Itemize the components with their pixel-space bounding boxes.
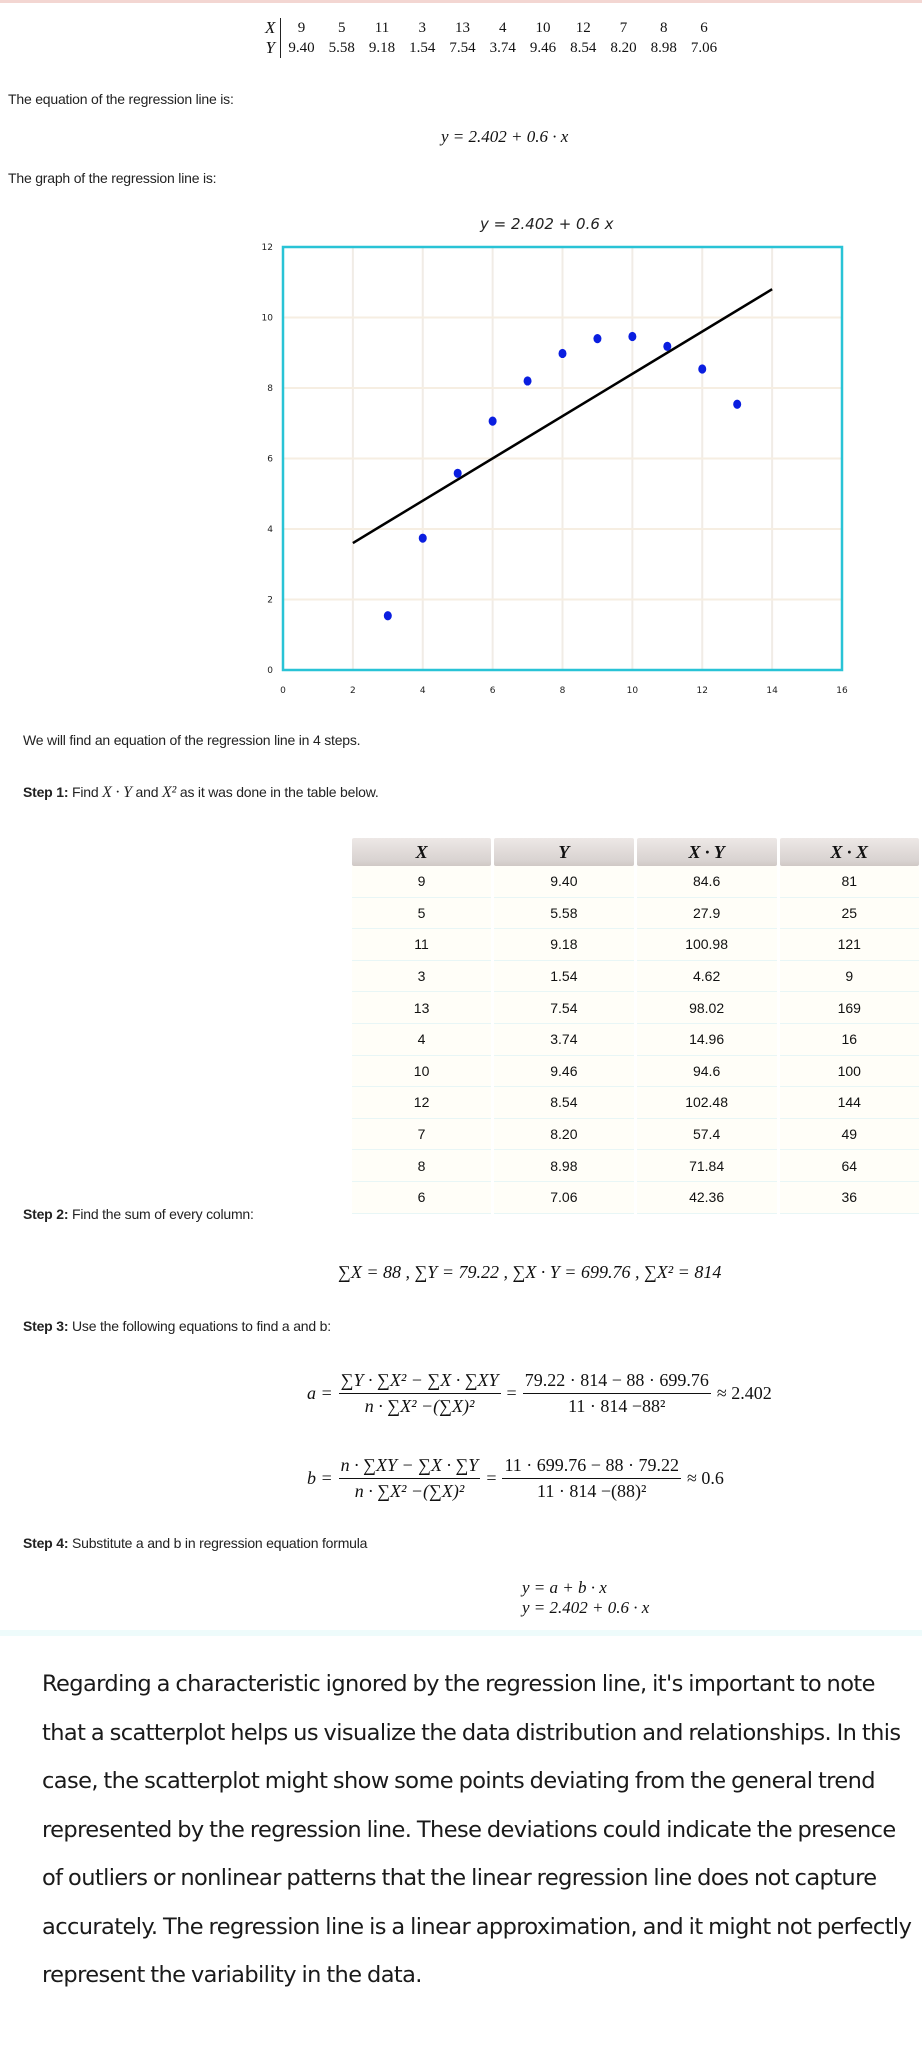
table-cell: 10 <box>352 1056 491 1088</box>
step4-instruction: Substitute a and b in regression equation formula <box>71 1535 368 1551</box>
equals-sign: = <box>506 1383 517 1403</box>
y-tick-label: 0 <box>267 666 273 676</box>
table-row <box>352 961 919 993</box>
x-tick-label: 2 <box>350 686 356 696</box>
step1-math-x2: X² <box>161 784 177 801</box>
table-cell: 9.18 <box>494 929 633 961</box>
data-point <box>489 417 497 426</box>
y-tick-label: 4 <box>267 525 273 535</box>
formula-b-values-denominator: 11 · 814 −(88)² <box>537 1481 647 1501</box>
scatter-chart <box>0 0 922 720</box>
y-tick-label: 12 <box>261 243 273 253</box>
formula-b <box>307 1455 724 1502</box>
table-cell: 57.4 <box>637 1119 777 1151</box>
table-cell: 49 <box>780 1119 919 1151</box>
y-value: 9.18 <box>368 40 396 56</box>
y-value: 1.54 <box>409 40 436 56</box>
formula-b-denominator: n · ∑X² −(∑X)² <box>354 1481 465 1501</box>
table-cell: 25 <box>780 898 919 930</box>
answer-paragraph: Regarding a characteristic ignored by the regression line, it's important to note that a scatterplot helps us visualize the data distribution and relationships. In this case, the scatterplot might show some points deviating from the general trend represented by the regression line. These deviations could indicate the presence of outliers or nonlinear patterns that the linear regression line does not capture accurately. The regression line is a linear approximation, and it might not perfectly represent the variability in the data. <box>42 1671 912 1988</box>
table-cell: 94.6 <box>637 1056 777 1088</box>
x-tick-label: 4 <box>419 686 426 696</box>
formula-b-fraction <box>339 1455 481 1502</box>
y-value: 8.54 <box>570 40 597 56</box>
step1-text-mid: and <box>135 784 159 800</box>
table-row <box>352 866 919 898</box>
table-cell: 42.36 <box>637 1182 777 1214</box>
formula-b-values-fraction <box>502 1455 680 1502</box>
table-cell: 14.96 <box>637 1024 777 1056</box>
data-point <box>733 400 741 409</box>
table-cell: 169 <box>780 992 919 1024</box>
x-tick-label: 16 <box>836 686 848 696</box>
x-tick-label: 10 <box>626 686 639 696</box>
table-row <box>352 898 919 930</box>
data-point <box>559 349 567 358</box>
data-point <box>419 534 427 543</box>
step2-text <box>23 1206 254 1222</box>
data-point <box>454 469 462 478</box>
x-value: 11 <box>374 20 390 36</box>
step2-instruction: Find the sum of every column: <box>71 1206 254 1222</box>
table-cell: 3.74 <box>494 1024 633 1056</box>
table-cell: 9.46 <box>494 1056 633 1088</box>
table-cell: 7.54 <box>494 992 633 1024</box>
section-divider <box>0 1630 922 1636</box>
table-cell: 8.98 <box>494 1150 633 1182</box>
formula-b-result: ≈ 0.6 <box>686 1468 724 1488</box>
table-cell: 8.20 <box>494 1119 633 1151</box>
y-value: 9.46 <box>529 40 557 56</box>
table-cell: 144 <box>780 1087 919 1119</box>
table-cell: 5 <box>352 898 491 930</box>
table-cell: 7.06 <box>494 1182 633 1214</box>
table-cell: 100.98 <box>637 929 777 961</box>
table-cell: 6 <box>352 1182 491 1214</box>
table-row <box>352 929 919 961</box>
table-cell: 12 <box>352 1087 491 1119</box>
table-row <box>352 1150 919 1182</box>
step1-label: Step 1: <box>23 784 69 800</box>
step3-label: Step 3: <box>23 1318 69 1334</box>
x-value: 4 <box>499 20 507 36</box>
table-cell: 27.9 <box>637 898 777 930</box>
step2-label: Step 2: <box>23 1206 69 1222</box>
y-row-label: Y <box>258 38 281 58</box>
formula-a-values-denominator: 11 · 814 −88² <box>568 1396 666 1416</box>
formula-a-fraction <box>339 1370 501 1417</box>
x-value: 12 <box>575 20 591 36</box>
step1-text <box>23 784 379 802</box>
formula-a-lhs: a = <box>307 1383 333 1403</box>
table-row <box>352 992 919 1024</box>
step3-text <box>23 1318 331 1334</box>
table-row <box>352 1119 919 1151</box>
table-cell: 7 <box>352 1119 491 1151</box>
table-row <box>352 1182 919 1214</box>
table-cell: 71.84 <box>637 1150 777 1182</box>
table-header-row <box>352 838 919 866</box>
formula-a-numerator: ∑Y · ∑X² − ∑X · ∑XY <box>339 1370 501 1394</box>
step3-instruction: Use the following equations to find a and b: <box>71 1318 331 1334</box>
table-cell: 81 <box>780 866 919 898</box>
x-value: 9 <box>297 20 306 36</box>
formula-a-values-fraction <box>523 1370 711 1417</box>
x-value: 5 <box>338 20 346 36</box>
equals-sign: = <box>486 1468 497 1488</box>
table-cell: 3 <box>352 961 491 993</box>
step4-text <box>23 1535 367 1551</box>
data-point <box>698 364 706 373</box>
regression-equation: y = 2.402 + 0.6 · x <box>441 127 569 146</box>
final-equation-general: y = a + b · x <box>522 1578 607 1597</box>
data-point <box>524 376 532 385</box>
x-value: 6 <box>700 20 708 36</box>
x-value: 7 <box>619 20 628 36</box>
formula-a-values-numerator: 79.22 · 814 − 88 · 699.76 <box>523 1370 711 1394</box>
table-cell: 98.02 <box>637 992 777 1024</box>
formula-a <box>307 1370 772 1417</box>
formula-b-lhs: b = <box>307 1468 333 1488</box>
formula-a-result: ≈ 2.402 <box>716 1383 772 1403</box>
table-cell: 9 <box>352 866 491 898</box>
table-cell: 13 <box>352 992 491 1024</box>
step1-text-before: Find <box>71 784 99 800</box>
x-value: 13 <box>455 20 471 36</box>
y-value: 8.20 <box>610 40 637 56</box>
x-value: 8 <box>660 20 668 36</box>
table-cell: 64 <box>780 1150 919 1182</box>
table-cell: 84.6 <box>637 866 777 898</box>
y-value: 5.58 <box>328 40 355 56</box>
header-xy: X · Y <box>637 838 777 866</box>
table-cell: 9.40 <box>494 866 633 898</box>
x-value: 3 <box>418 20 427 36</box>
data-point <box>593 334 601 343</box>
table-cell: 4 <box>352 1024 491 1056</box>
data-point <box>384 611 392 620</box>
y-value: 8.98 <box>650 40 677 56</box>
equation-heading: The equation of the regression line is: <box>8 91 234 107</box>
table-row <box>352 1024 919 1056</box>
x-tick-label: 0 <box>280 686 286 696</box>
table-cell: 8 <box>352 1150 491 1182</box>
step1-math-xy: X · Y <box>102 784 132 801</box>
formula-b-numerator: n · ∑XY − ∑X · ∑Y <box>339 1455 481 1479</box>
y-value: 9.40 <box>288 40 315 56</box>
y-tick-label: 8 <box>267 384 273 394</box>
table-cell: 4.62 <box>637 961 777 993</box>
graph-heading: The graph of the regression line is: <box>8 170 217 186</box>
table-cell: 5.58 <box>494 898 633 930</box>
calculation-table <box>349 838 922 1214</box>
table-cell: 36 <box>780 1182 919 1214</box>
final-equation: y = 2.402 + 0.6 · x <box>522 1598 650 1617</box>
header-y: Y <box>494 838 633 866</box>
y-value: 7.06 <box>690 40 718 56</box>
step1-text-after: as it was done in the table below. <box>179 784 379 800</box>
table-cell: 9 <box>780 961 919 993</box>
steps-intro: We will find an equation of the regression line in 4 steps. <box>23 732 361 748</box>
formula-a-denominator: n · ∑X² −(∑X)² <box>364 1396 475 1416</box>
table-cell: 16 <box>780 1024 919 1056</box>
y-value: 7.54 <box>449 40 476 56</box>
table-cell: 1.54 <box>494 961 633 993</box>
x-tick-label: 6 <box>489 686 496 696</box>
chart-title: y = 2.402 + 0.6 x <box>480 215 614 233</box>
table-cell: 102.48 <box>637 1087 777 1119</box>
column-sums: ∑X = 88 , ∑Y = 79.22 , ∑X · Y = 699.76 , ∑X² = 814 <box>338 1262 722 1282</box>
x-tick-label: 8 <box>559 686 566 696</box>
y-tick-label: 6 <box>267 454 273 465</box>
x-tick-label: 14 <box>766 686 778 696</box>
table-cell: 11 <box>352 929 491 961</box>
table-cell: 8.54 <box>494 1087 633 1119</box>
y-value: 3.74 <box>489 40 516 56</box>
x-value: 10 <box>535 20 551 36</box>
table-row <box>352 1056 919 1088</box>
formula-b-values-numerator: 11 · 699.76 − 88 · 79.22 <box>502 1455 680 1479</box>
header-xx: X · X <box>780 838 919 866</box>
table-row <box>352 1087 919 1119</box>
step4-label: Step 4: <box>23 1535 69 1551</box>
x-row-label: X <box>258 18 281 38</box>
table-cell: 100 <box>780 1056 919 1088</box>
header-x: X <box>352 838 491 866</box>
data-point <box>628 332 636 341</box>
table-cell: 121 <box>780 929 919 961</box>
x-tick-label: 12 <box>696 686 708 696</box>
y-tick-label: 2 <box>267 595 273 606</box>
data-point <box>663 342 671 351</box>
y-tick-label: 10 <box>261 313 273 324</box>
